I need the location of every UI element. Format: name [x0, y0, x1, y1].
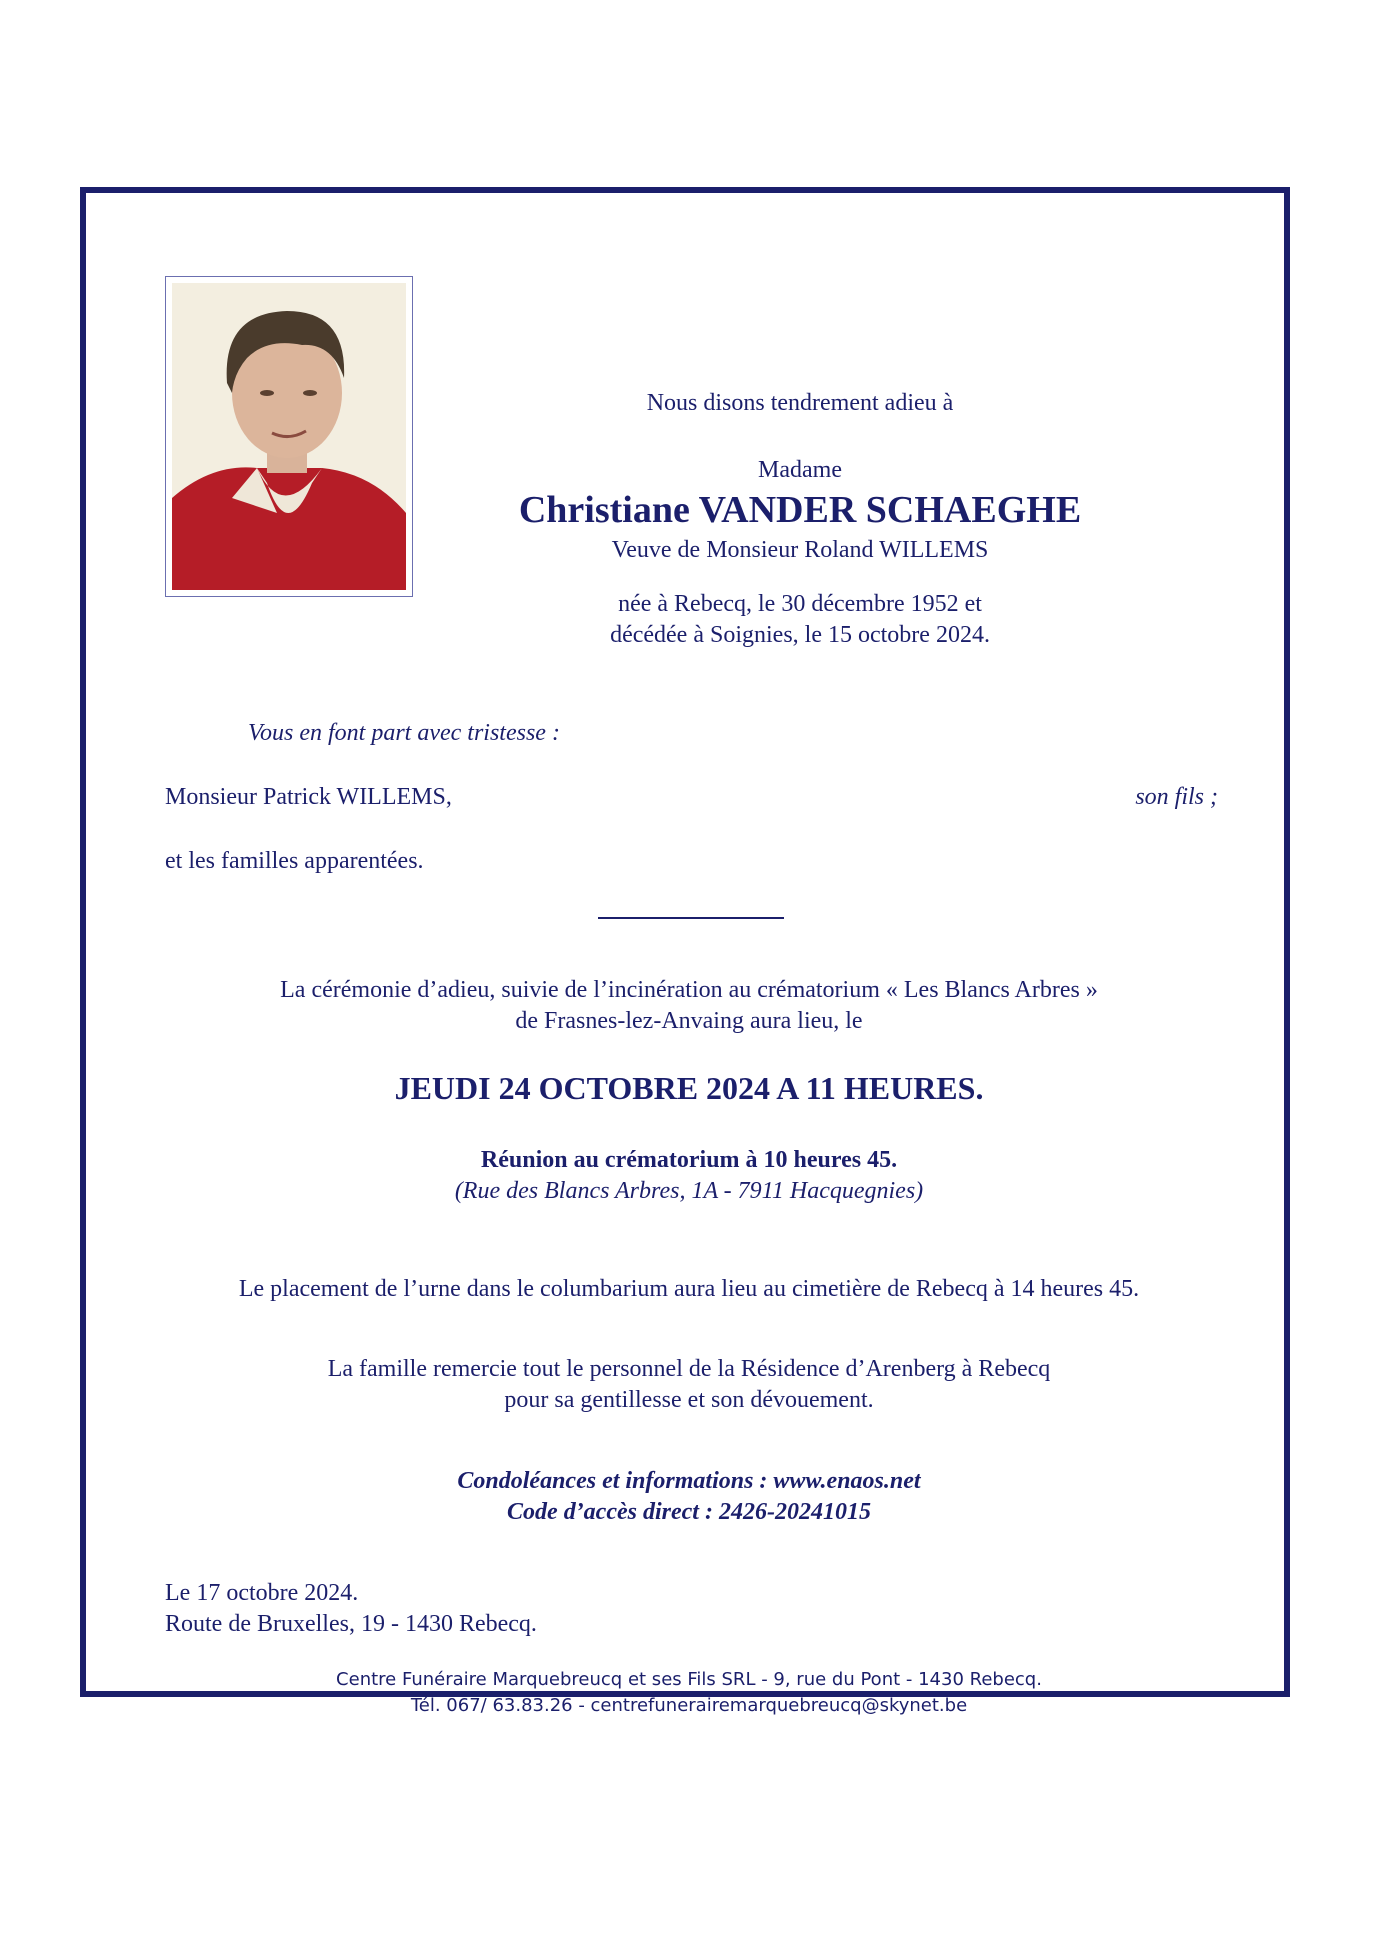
- birth-info: née à Rebecq, le 30 décembre 1952 et: [618, 591, 982, 617]
- deceased-name: Christiane VANDER SCHAEGHE: [518, 489, 1082, 531]
- crematorium-address: (Rue des Blancs Arbres, 1A - 7911 Hacquegnies): [454, 1178, 924, 1204]
- portrait-photo: [172, 283, 406, 590]
- intro-text: Nous disons tendrement adieu à: [646, 390, 954, 416]
- separator-line: [598, 917, 784, 919]
- widow-of: Veuve de Monsieur Roland WILLEMS: [611, 537, 989, 563]
- footer-line-1: Centre Funéraire Marquebreucq et ses Fils SRL - 9, rue du Pont - 1430 Rebecq.: [336, 1669, 1042, 1690]
- condolences-access-code: Code d’accès direct : 2426-20241015: [507, 1499, 871, 1525]
- thanks-line-2: pour sa gentillesse et son dévouement.: [504, 1387, 874, 1413]
- ceremony-line-1: La cérémonie d’adieu, suivie de l’incinération au crématorium « Les Blancs Arbres »: [280, 977, 1098, 1003]
- portrait-photo-frame: [165, 276, 413, 597]
- family-member-name: Monsieur Patrick WILLEMS,: [165, 784, 452, 810]
- announce-text: Vous en font part avec tristesse :: [248, 720, 560, 746]
- thanks-line-1: La famille remercie tout le personnel de la Résidence d’Arenberg à Rebecq: [327, 1356, 1051, 1382]
- ceremony-date: JEUDI 24 OCTOBRE 2024 A 11 HEURES.: [394, 1070, 984, 1106]
- ceremony-line-2: de Frasnes-lez-Anvaing aura lieu, le: [515, 1008, 863, 1034]
- signature-date: Le 17 octobre 2024.: [165, 1580, 359, 1606]
- signature-address: Route de Bruxelles, 19 - 1430 Rebecq.: [165, 1611, 537, 1637]
- footer-line-2: Tél. 067/ 63.83.26 - centrefunerairemarquebreucq@skynet.be: [410, 1695, 968, 1716]
- family-others: et les familles apparentées.: [165, 848, 424, 874]
- condolences-line-1: Condoléances et informations : www.enaos.net: [457, 1468, 921, 1494]
- urn-placement: Le placement de l’urne dans le columbarium aura lieu au cimetière de Rebecq à 14 heures 45.: [238, 1276, 1140, 1302]
- honorific: Madame: [758, 457, 842, 483]
- meeting-time: Réunion au crématorium à 10 heures 45.: [480, 1147, 898, 1173]
- family-member-relation: son fils ;: [1135, 784, 1218, 810]
- death-info: décédée à Soignies, le 15 octobre 2024.: [610, 622, 990, 648]
